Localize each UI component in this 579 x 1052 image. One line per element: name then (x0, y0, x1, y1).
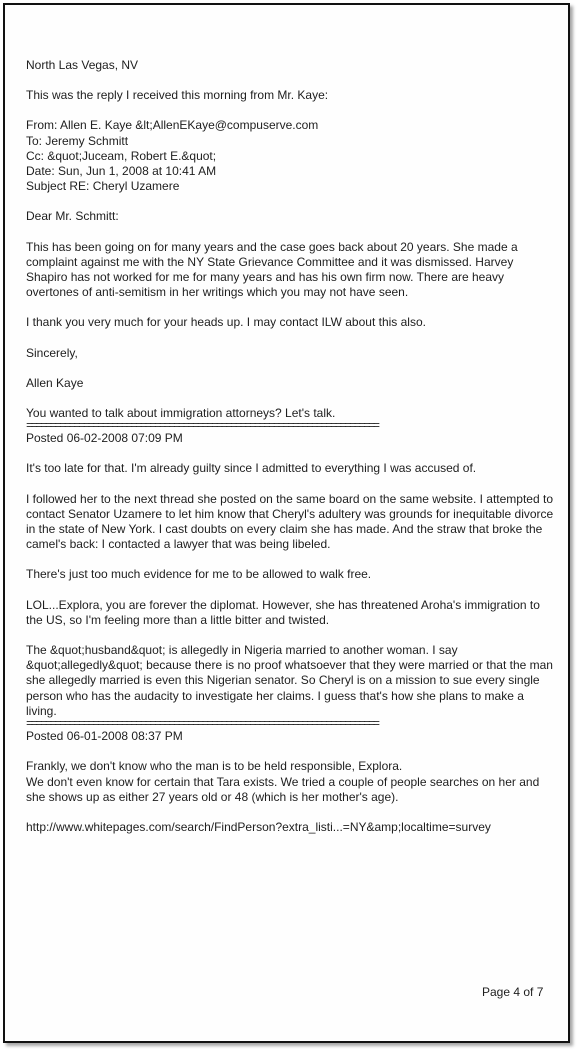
post-timestamp: Posted 06-01-2008 08:37 PM (26, 729, 183, 744)
email-from: From: Allen E. Kaye &lt;AllenEKaye@compuserve.com (26, 118, 319, 133)
document-page (26, 58, 556, 850)
post-paragraph: There's just too much evidence for me to be allowed to walk free. (26, 567, 372, 582)
location-line: North Las Vegas, NV (26, 58, 139, 72)
email-subject: Subject RE: Cheryl Uzamere (26, 179, 180, 194)
letter-paragraph: This has been going on for many years and the case goes back about 20 years. She made a complaint against me with the NY State Grievance Committee and it was dismissed. Harvey Shapiro has not worked for me for many years and has his own firm now. There are heavy overtones of anti-semitism in her writings which you may not have seen. (26, 239, 518, 300)
email-date: Date: Sun, Jun 1, 2008 at 10:41 AM (26, 164, 217, 179)
salutation: Dear Mr. Schmitt: (26, 209, 119, 224)
post-paragraph: The &quot;husband&quot; is allegedly in Nigeria married to another woman. I say &quot;allegedly&quot; because there is no proof whatsoever that they were married or that the man she allegedly married is even this Nigerian senator. So Cheryl is on a mission to sue every single person who has the audacity to investigate her claims. I guess that's how she plans to make a living. (26, 643, 553, 718)
post-link[interactable]: http://www.whitepages.com/search/FindPerson?extra_listi...=NY&amp;localtime=survey (26, 819, 491, 834)
post-paragraph: I followed her to the next thread she posted on the same board on the same website. I attempted to contact Senator Uzamere to let him know that Cheryl's adultery was grounds for inequitable divorce in the state of New York. I cast doubts on every claim she has made. And the straw that broke the camel's back: I contacted a lawyer that was being libeled. (26, 491, 554, 552)
intro-line: This was the reply I received this morning from Mr. Kaye: (26, 88, 329, 103)
post-paragraph: LOL...Explora, you are forever the diplomat. However, she has threatened Aroha's immigration to the US, so I'm feeling more than a little bitter and twisted. (26, 597, 540, 627)
email-to: To: Jeremy Schmitt (26, 133, 129, 148)
post-paragraph: Frankly, we don't know who the man is to be held responsible, Explora. We don't even know for certain that Tara exists. We tried a couple of people searches on her and she shows up as either 27 years old or 48 (which is her mother's age). (26, 759, 540, 804)
tagline: You wanted to talk about immigration attorneys? Let's talk. (26, 406, 336, 421)
post-timestamp: Posted 06-02-2008 07:09 PM (26, 431, 183, 446)
email-headers (26, 118, 556, 194)
signature: Allen Kaye (26, 375, 84, 390)
letter-paragraph: I thank you very much for your heads up. I may contact ILW about this also. (26, 315, 426, 330)
closing: Sincerely, (26, 345, 78, 360)
post-paragraph: It's too late for that. I'm already guilty since I admitted to everything I was accused of. (26, 461, 477, 476)
separator: ========================================================================== (26, 719, 378, 730)
separator: ========================================================================== (26, 421, 378, 432)
email-cc: Cc: &quot;Juceam, Robert E.&quot; (26, 148, 217, 163)
page-number: Page 4 of 7 (482, 985, 544, 999)
